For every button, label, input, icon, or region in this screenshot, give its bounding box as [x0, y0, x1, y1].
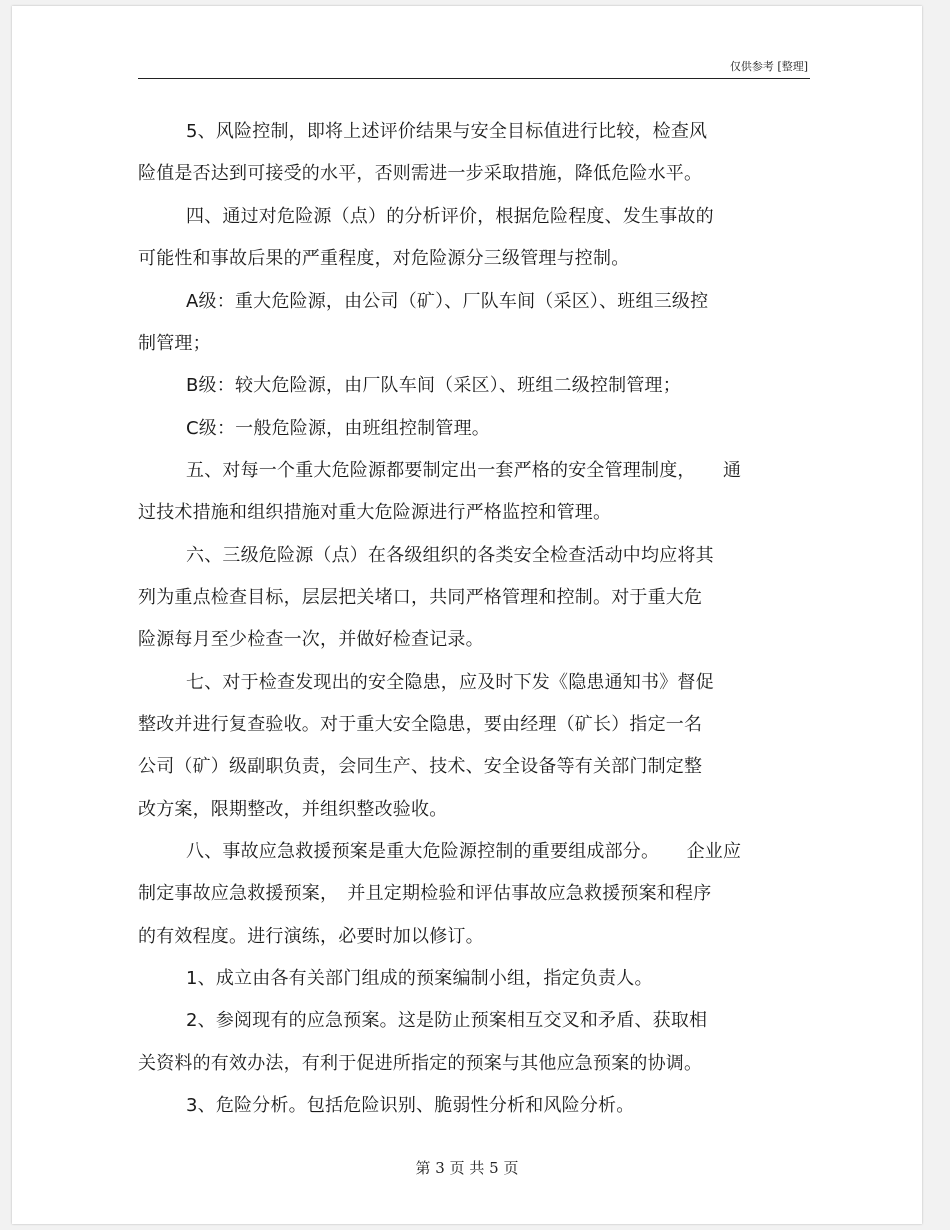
body-line: 险源每月至少检查一次，并做好检查记录。 — [138, 629, 484, 650]
body-line: 2、参阅现有的应急预案。这是防止预案相互交叉和矛盾、获取相 — [186, 1010, 708, 1031]
body-line: 改方案，限期整改，并组织整改验收。 — [138, 799, 448, 820]
body-line: 五、对每一个重大危险源都要制定出一套严格的安全管理制度， 通 — [186, 460, 742, 481]
body-line: 过技术措施和组织措施对重大危险源进行严格监控和管理。 — [138, 502, 612, 523]
page-number-text: 第 3 页 共 5 页 — [415, 1159, 519, 1177]
body-line: 可能性和事故后果的严重程度，对危险源分三级管理与控制。 — [138, 248, 630, 269]
body-line: B级：较大危险源，由厂队车间（采区）、班组二级控制管理； — [186, 375, 681, 396]
body-line: A级：重大危险源，由公司（矿）、厂队车间（采区）、班组三级控 — [186, 291, 709, 312]
page-header — [138, 56, 810, 79]
page-footer — [12, 1157, 922, 1178]
body-line: 3、危险分析。包括危险识别、脆弱性分析和风险分析。 — [186, 1095, 635, 1116]
body-line: 八、事故应急救援预案是重大危险源控制的重要组成部分。 企业应 — [186, 841, 742, 862]
body-line: C级：一般危险源，由班组控制管理。 — [186, 418, 490, 439]
body-line: 公司（矿）级副职负责，会同生产、技术、安全设备等有关部门制定整 — [138, 756, 703, 777]
body-line: 制定事故应急救援预案， 并且定期检验和评估事故应急救援预案和程序 — [138, 883, 712, 904]
body-line: 5、风险控制，即将上述评价结果与安全目标值进行比较，检查风 — [186, 121, 708, 142]
body-line: 1、成立由各有关部门组成的预案编制小组，指定负责人。 — [186, 968, 653, 989]
body-line: 七、对于检查发现出的安全隐患，应及时下发《隐患通知书》督促 — [186, 672, 714, 693]
body-line: 关资料的有效办法，有利于促进所指定的预案与其他应急预案的协调。 — [138, 1053, 703, 1074]
header-text: 仅供参考 [整理] — [729, 60, 808, 73]
body-line: 险值是否达到可接受的水平，否则需进一步采取措施，降低危险水平。 — [138, 163, 703, 184]
body-line: 制管理； — [138, 333, 211, 354]
document-page — [12, 6, 922, 1224]
body-line: 四、通过对危险源（点）的分析评价，根据危险程度、发生事故的 — [186, 206, 714, 227]
body-line: 整改并进行复查验收。对于重大安全隐患，要由经理（矿长）指定一名 — [138, 714, 703, 735]
body-line: 的有效程度。进行演练，必要时加以修订。 — [138, 926, 484, 947]
body-line: 六、三级危险源（点）在各级组织的各类安全检查活动中均应将其 — [186, 545, 714, 566]
body-line: 列为重点检查目标，层层把关堵口，共同严格管理和控制。对于重大危 — [138, 587, 703, 608]
